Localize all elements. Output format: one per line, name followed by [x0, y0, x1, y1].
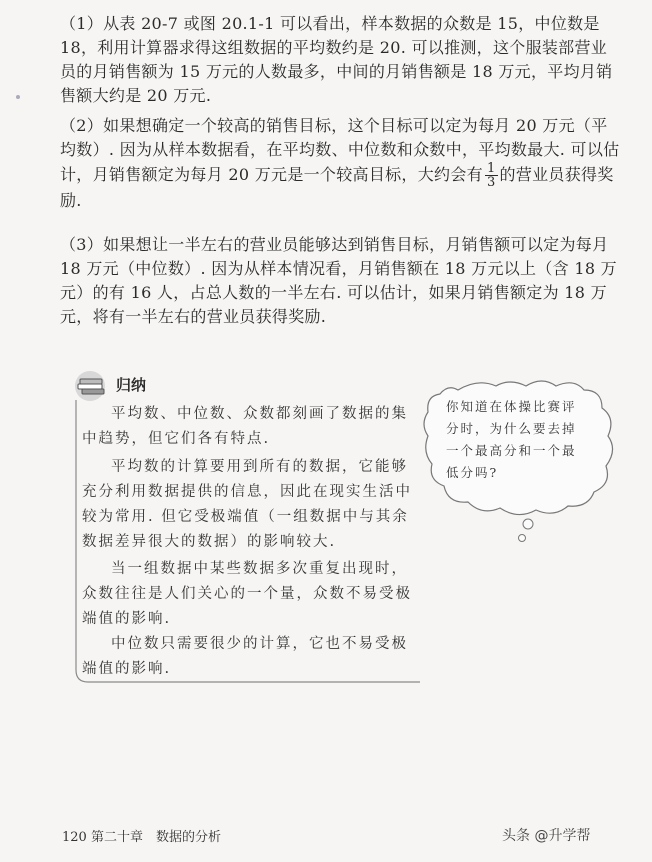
- summary-header: [72, 370, 212, 402]
- summary-section: [70, 370, 430, 690]
- thought-bubble-text: 你知道在体操比赛评分时，为什么要去掉一个最高分和一个最低分吗?: [446, 399, 577, 480]
- paragraph-2: [60, 114, 620, 213]
- stray-dot: [16, 95, 20, 99]
- paragraph-2-text: （2）如果想确定一个较高的销售目标，这个目标可以定为每月 20 万元（平均数）. 因为从样本数据看，在平均数、中位数和众数中，平均数最大. 可以估计，月销售额定为每月 20 万元是一个较高目标，大约会有: [60, 116, 620, 184]
- summary-paragraph-3: 当一组数据中某些数据多次重复出现时，众数往往是人们关心的一个量，众数不易受极端值的影响.: [82, 561, 412, 627]
- summary-paragraph-4: 中位数只需要很少的计算，它也不易受极端值的影响.: [82, 636, 408, 677]
- fraction-numerator: 1: [486, 161, 496, 176]
- summary-paragraph-2: 平均数的计算要用到所有的数据，它能够充分利用数据提供的信息，因此在现实生活中较为常用. 但它受极端值（一组数据中与其余数据差异很大的数据）的影响较大.: [82, 459, 412, 550]
- books-icon: [72, 370, 112, 402]
- paragraph-3: （3）如果想让一半左右的营业员能够达到销售目标，月销售额可以定为每月 18 万元（中位数）. 因为从样本情况看，月销售额在 18 万元以上（含 18 万元）的有 16 人，占总人数的一半左右. 可以估计，如果月销售额定为 18 万元，将有一半左右的营业员获得奖励.: [60, 235, 617, 326]
- fraction-one-third: [485, 162, 498, 189]
- paragraph-1: （1）从表 20-7 或图 20.1-1 可以看出，样本数据的众数是 15，中位数是 18，利用计算器求得这组数据的平均数约是 20. 可以推测，这个服装部营业员的月销售额为 15 万元的人数最多，中间的月销售额是 18 万元，平均月销售额大约是 20 万元.: [60, 14, 613, 105]
- thought-bubble: [418, 380, 648, 560]
- fraction-denominator: 3: [486, 175, 496, 190]
- page-footer: 120 第二十章 数据的分析: [62, 830, 221, 845]
- summary-paragraph-1: 平均数、中位数、众数都刻画了数据的集中趋势，但它们各有特点.: [82, 406, 408, 447]
- summary-title: 归纳: [116, 376, 147, 394]
- watermark: 头条 @升学帮: [502, 828, 591, 844]
- paragraph-2-tail: 的营业员获得奖励.: [60, 165, 614, 210]
